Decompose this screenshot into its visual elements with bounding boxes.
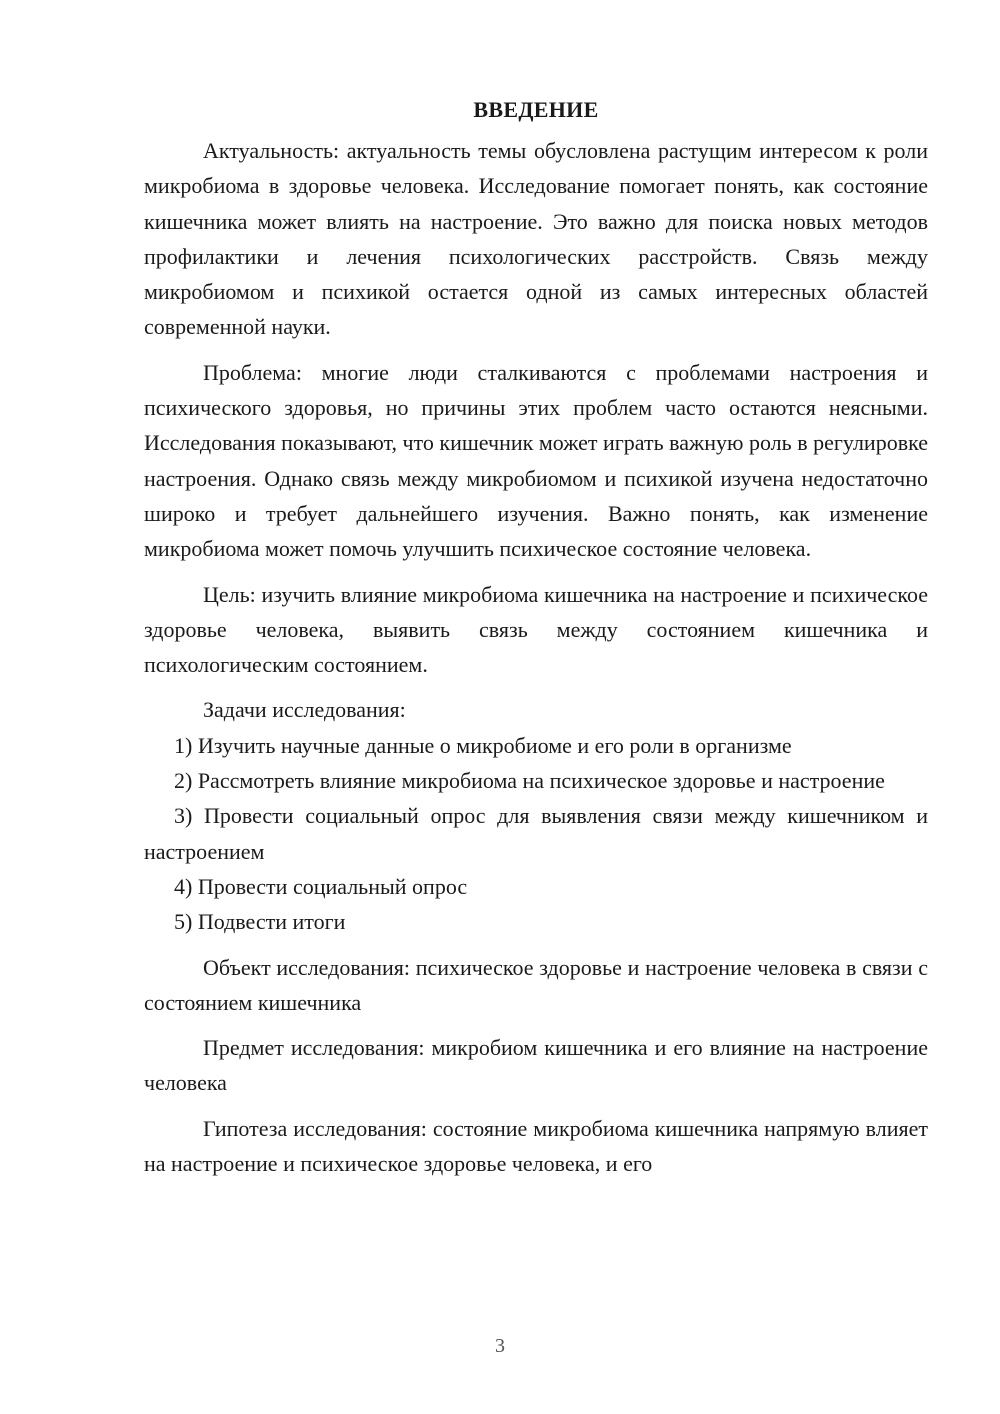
task-item-5: 5) Подвести итоги (174, 909, 346, 935)
relevance-paragraph: Актуальность: актуальность темы обусловлена растущим интересом к роли микробиома в здоровье человека. Исследование помогает понять, как состояние кишечника может влиять на настроение. Это важно для поиска новых методов профилактики и лечения психологических расстройств. Связь между микробиомом и психикой остается одной из самых интересных областей современной науки. (144, 138, 928, 340)
task-item-3: 3) Провести социальный опрос для выявления связи между кишечником и настроением (144, 803, 928, 864)
goal-paragraph: Цель: изучить влияние микробиома кишечника на настроение и психическое здоровье человека, выявить связь между состоянием кишечника и психологическим состоянием. (144, 581, 928, 678)
task-item-4: 4) Провести социальный опрос (174, 873, 468, 899)
task-item-2: 2) Рассмотреть влияние микробиома на психическое здоровье и настроение (174, 768, 885, 794)
object-paragraph: Объект исследования: психическое здоровье и настроение человека в связи с состоянием кишечника (144, 954, 928, 1015)
hypothesis-paragraph: Гипотеза исследования: состояние микробиома кишечника напрямую влияет на настроение и психическое здоровье человека, и его (144, 1115, 928, 1177)
document-body (144, 92, 928, 1181)
problem-paragraph: Проблема: многие люди сталкиваются с проблемами настроения и психического здоровья, но причины этих проблем часто остаются неясными. Исследования показывают, что кишечник может играть важную роль в регулировке настроения. Однако связь между микробиомом и психикой изучена недостаточно широко и требует дальнейшего изучения. Важно понять, как изменение микробиома может помочь улучшить психическое состояние человека. (144, 359, 928, 562)
task-item-1: 1) Изучить научные данные о микробиоме и его роли в организме (174, 732, 792, 758)
section-title: ВВЕДЕНИЕ (473, 97, 599, 122)
page-number: 3 (495, 1335, 505, 1357)
tasks-heading: Задачи исследования: (203, 697, 406, 723)
subject-paragraph: Предмет исследования: микробиом кишечника и его влияние на настроение человека (144, 1035, 928, 1096)
